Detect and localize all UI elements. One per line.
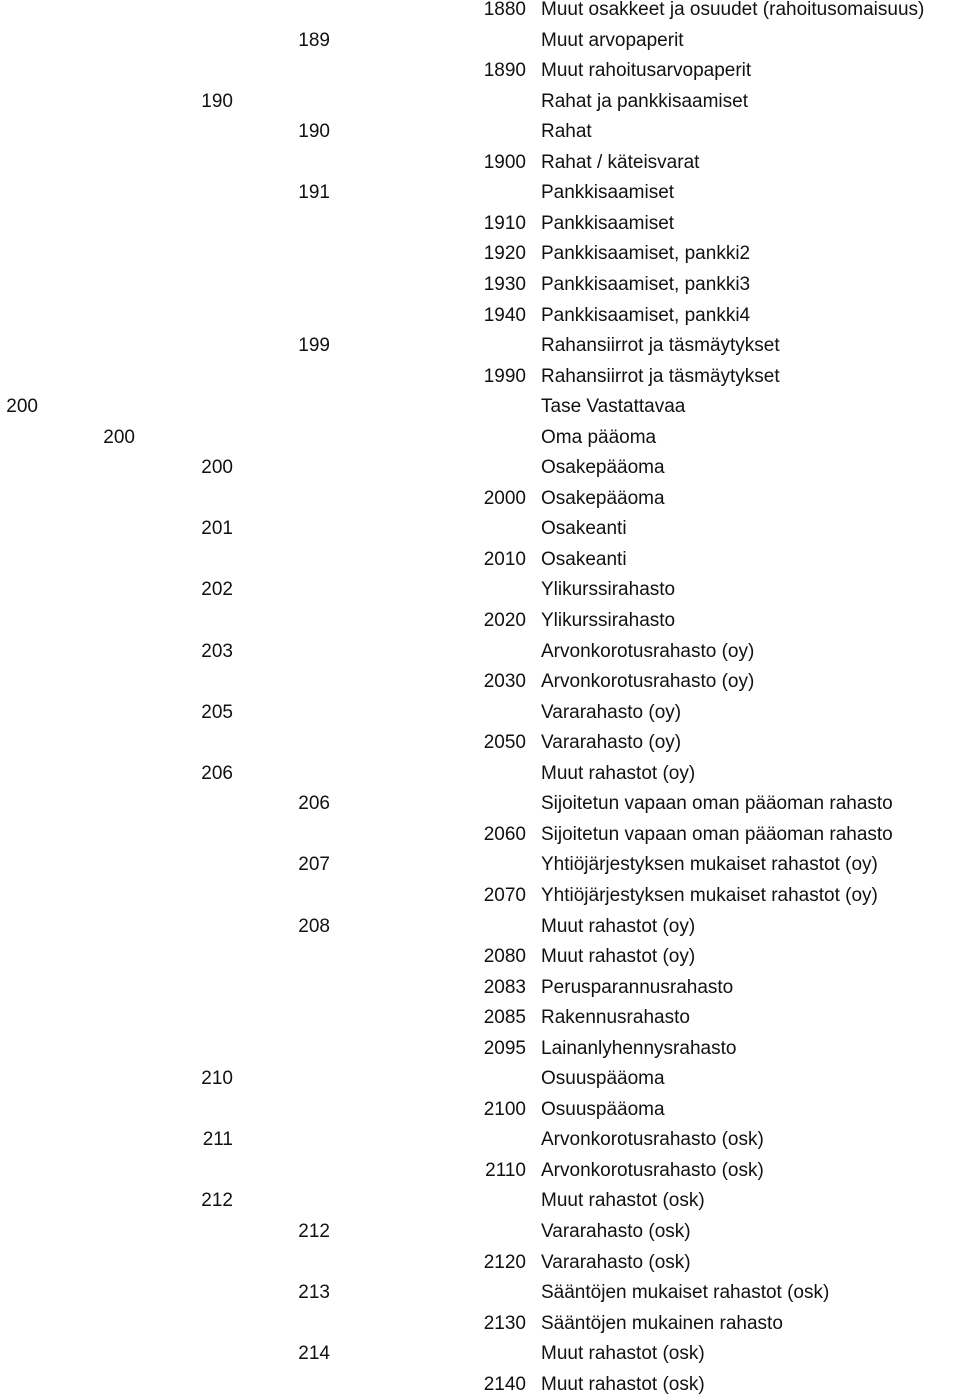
- account-name: Pankkisaamiset, pankki2: [541, 243, 751, 265]
- account-code: 2110: [485, 1159, 526, 1181]
- account-name: Rahansiirrot ja täsmäytykset: [541, 335, 780, 357]
- account-code: 2070: [483, 884, 526, 906]
- account-row: [0, 1125, 960, 1155]
- account-name: Osakeanti: [541, 518, 627, 540]
- account-code: 214: [298, 1343, 330, 1365]
- account-code: 1900: [483, 151, 526, 173]
- account-row: [0, 453, 960, 483]
- account-row: [0, 667, 960, 697]
- account-name: Pankkisaamiset, pankki3: [541, 273, 751, 295]
- account-name: Vararahasto (oy): [541, 701, 682, 723]
- account-row: [0, 362, 960, 392]
- account-row: [0, 728, 960, 758]
- account-row: [0, 148, 960, 178]
- account-name: Muut rahastot (oy): [541, 946, 696, 968]
- account-name: Osuuspääoma: [541, 1068, 665, 1090]
- account-code: 200: [6, 396, 38, 418]
- account-name: Rakennusrahasto: [541, 1007, 690, 1029]
- account-code: 2130: [483, 1312, 526, 1334]
- account-code: 1930: [483, 273, 526, 295]
- account-row: [0, 545, 960, 575]
- account-row: [0, 514, 960, 544]
- account-code: 190: [201, 90, 233, 112]
- account-name: Osakepääoma: [541, 487, 665, 509]
- account-name: Vararahasto (osk): [541, 1221, 691, 1242]
- account-row: [0, 484, 960, 514]
- account-name: Perusparannusrahasto: [541, 976, 734, 998]
- account-code: 200: [103, 426, 135, 448]
- account-code: 1890: [483, 60, 526, 82]
- account-row: [0, 56, 960, 86]
- account-name: Oma pääoma: [541, 426, 657, 448]
- account-row: [0, 1034, 960, 1064]
- account-name: Rahat: [541, 121, 592, 143]
- account-code: 2120: [483, 1251, 526, 1273]
- account-code: 1940: [483, 304, 526, 326]
- account-row: [0, 1370, 960, 1400]
- account-row: [0, 850, 960, 880]
- account-code: 2100: [483, 1098, 526, 1120]
- account-name: Pankkisaamiset, pankki4: [541, 304, 751, 326]
- account-name: Sijoitetun vapaan oman pääoman rahasto: [541, 823, 893, 845]
- account-row: [0, 1217, 960, 1247]
- account-row: [0, 423, 960, 453]
- account-code: 2080: [483, 946, 526, 968]
- account-code: 212: [298, 1221, 330, 1242]
- account-code: 211: [202, 1129, 233, 1151]
- account-name: Ylikurssirahasto: [541, 610, 676, 631]
- account-row: [0, 973, 960, 1003]
- account-row: [0, 1064, 960, 1094]
- account-row: [0, 1095, 960, 1125]
- account-code: 2050: [483, 732, 526, 754]
- account-row: [0, 1186, 960, 1216]
- account-code: 2085: [483, 1007, 526, 1029]
- account-name: Vararahasto (oy): [541, 732, 682, 754]
- account-code: 2140: [483, 1373, 526, 1395]
- account-row: [0, 1309, 960, 1339]
- account-row: [0, 942, 960, 972]
- account-code: 2010: [483, 548, 526, 570]
- account-row: [0, 575, 960, 605]
- account-code: 1990: [483, 365, 526, 387]
- account-row: [0, 698, 960, 728]
- account-row: [0, 820, 960, 850]
- account-code: 200: [201, 457, 233, 479]
- account-code: 189: [298, 29, 330, 51]
- account-name: Muut rahastot (oy): [541, 915, 696, 937]
- account-row: [0, 912, 960, 942]
- account-name: Arvonkorotusrahasto (oy): [541, 671, 755, 693]
- account-code: 2095: [483, 1037, 526, 1059]
- account-code: 207: [298, 854, 330, 876]
- account-code: 2060: [483, 823, 526, 845]
- account-row: [0, 270, 960, 300]
- account-name: Muut rahastot (osk): [541, 1190, 705, 1212]
- account-code: 2030: [483, 671, 526, 693]
- account-row: [0, 637, 960, 667]
- account-name: Muut rahastot (osk): [541, 1343, 705, 1365]
- account-row: [0, 26, 960, 56]
- account-row: [0, 606, 960, 636]
- account-code: 2000: [483, 487, 526, 509]
- account-code: 212: [201, 1190, 233, 1212]
- account-code: 213: [298, 1282, 330, 1304]
- account-code: 199: [298, 335, 330, 357]
- account-name: Rahansiirrot ja täsmäytykset: [541, 365, 780, 387]
- account-code: 191: [298, 182, 330, 204]
- account-row: [0, 392, 960, 422]
- account-name: Vararahasto (osk): [541, 1251, 691, 1273]
- account-row: [0, 1003, 960, 1033]
- account-code: 2020: [483, 610, 526, 631]
- account-row: [0, 239, 960, 269]
- account-code: 190: [298, 121, 330, 143]
- account-row: [0, 117, 960, 147]
- account-row: [0, 1339, 960, 1369]
- account-row: [0, 178, 960, 208]
- account-name: Arvonkorotusrahasto (osk): [541, 1129, 764, 1151]
- account-name: Muut rahastot (oy): [541, 762, 696, 784]
- account-row: [0, 789, 960, 819]
- account-name: Pankkisaamiset: [541, 182, 675, 204]
- account-code: 1880: [483, 0, 526, 20]
- account-name: Arvonkorotusrahasto (osk): [541, 1159, 764, 1181]
- account-row: [0, 209, 960, 239]
- account-name: Osakepääoma: [541, 457, 665, 479]
- account-name: Muut arvopaperit: [541, 29, 684, 51]
- account-name: Muut osakkeet ja osuudet (rahoitusomaisuus): [541, 0, 925, 20]
- account-row: [0, 87, 960, 117]
- account-name: Arvonkorotusrahasto (oy): [541, 640, 755, 662]
- account-name: Lainanlyhennysrahasto: [541, 1037, 737, 1059]
- account-name: Ylikurssirahasto: [541, 579, 676, 601]
- account-code: 208: [298, 915, 330, 937]
- account-row: [0, 1278, 960, 1308]
- account-name: Osuuspääoma: [541, 1098, 665, 1120]
- account-row: [0, 301, 960, 331]
- account-name: Rahat ja pankkisaamiset: [541, 90, 748, 112]
- account-name: Yhtiöjärjestyksen mukaiset rahastot (oy): [541, 854, 878, 876]
- account-code: 205: [201, 701, 233, 723]
- account-row: [0, 331, 960, 361]
- account-row: [0, 881, 960, 911]
- account-code: 202: [201, 579, 233, 601]
- account-row: [0, 1156, 960, 1186]
- account-code: 1920: [483, 243, 526, 265]
- account-code: 206: [298, 793, 330, 815]
- account-row: [0, 759, 960, 789]
- account-name: Yhtiöjärjestyksen mukaiset rahastot (oy): [541, 884, 878, 906]
- account-name: Muut rahastot (osk): [541, 1373, 705, 1395]
- account-name: Tase Vastattavaa: [541, 396, 686, 418]
- account-name: Sijoitetun vapaan oman pääoman rahasto: [541, 793, 893, 815]
- account-name: Rahat / käteisvarat: [541, 151, 700, 173]
- account-name: Sääntöjen mukaiset rahastot (osk): [541, 1282, 830, 1304]
- account-name: Sääntöjen mukainen rahasto: [541, 1312, 783, 1334]
- account-code: 210: [201, 1068, 233, 1090]
- account-name: Osakeanti: [541, 548, 627, 570]
- account-code: 201: [201, 518, 233, 540]
- account-code: 203: [201, 640, 233, 662]
- account-row: [0, 0, 960, 25]
- account-code: 2083: [483, 976, 526, 998]
- account-row: [0, 1248, 960, 1278]
- account-code: 206: [201, 762, 233, 784]
- account-name: Muut rahoitusarvopaperit: [541, 60, 752, 82]
- account-name: Pankkisaamiset: [541, 212, 675, 234]
- account-code: 1910: [483, 212, 526, 234]
